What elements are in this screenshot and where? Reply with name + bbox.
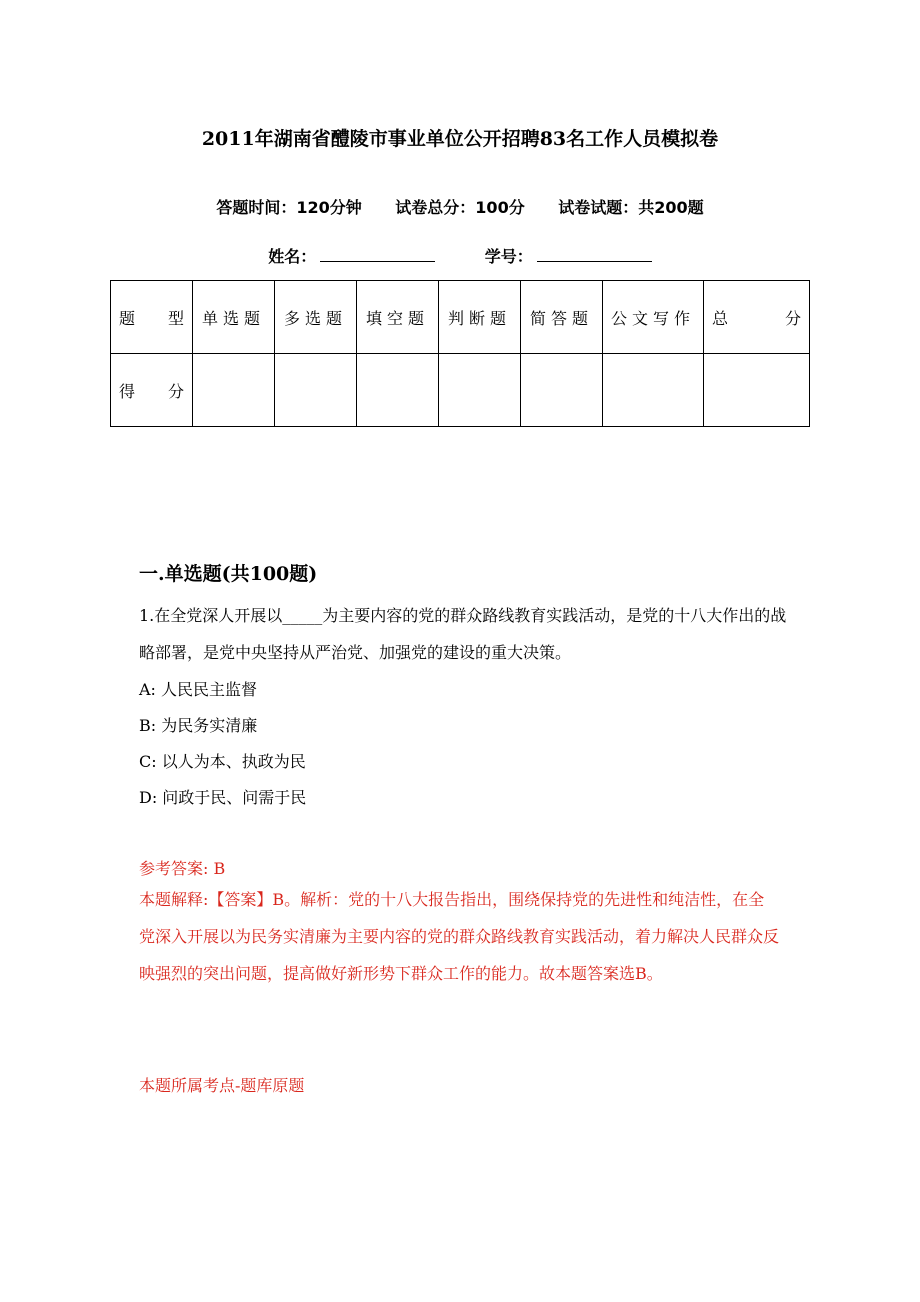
- score-table: [110, 280, 810, 427]
- name-field: [268, 244, 435, 267]
- header-true-false: 判断题: [439, 281, 521, 354]
- score-cell: [603, 354, 704, 427]
- id-label: 学号：: [484, 247, 533, 266]
- row-label-score: [111, 354, 193, 427]
- score-cell: [521, 354, 603, 427]
- id-blank: [537, 247, 652, 262]
- option-b: B: 为民务实清廉: [139, 716, 258, 735]
- student-info: [0, 244, 920, 267]
- score-table-header-row: [111, 281, 810, 354]
- row-label-type-a: 题: [119, 308, 136, 328]
- header-total-a: 总: [712, 308, 729, 328]
- header-single-choice: 单选题: [193, 281, 275, 354]
- question-text: 1.在全党深人开展以_____为主要内容的党的群众路线教育实践活动，是党的十八大作出的战略部署，是党中央坚持从严治党、加强党的建设的重大决策。: [139, 606, 787, 662]
- exam-question-count: 试卷试题：共200题: [558, 198, 704, 217]
- header-document-writing: 公文写作: [603, 281, 704, 354]
- score-cell: [704, 354, 810, 427]
- id-field: [485, 244, 652, 267]
- score-cell: [439, 354, 521, 427]
- topic-tag: 本题所属考点-题库原题: [139, 1076, 305, 1095]
- option-c: C: 以人为本、执政为民: [139, 752, 306, 771]
- answer-explanation: 本题解释:【答案】B。解析：党的十八大报告指出，围绕保持党的先进性和纯洁性，在全党深入开展以为民务实清廉为主要内容的党的群众路线教育实践活动，着力解决人民群众反映强烈的突出问题，提高做好新形势下群众工作的能力。故本题答案选B。: [139, 890, 780, 983]
- header-total: [704, 281, 810, 354]
- exam-title: 2011年湖南省醴陵市事业单位公开招聘83名工作人员模拟卷: [201, 128, 719, 150]
- score-table-score-row: [111, 354, 810, 427]
- score-cell: [357, 354, 439, 427]
- name-label: 姓名：: [268, 247, 317, 266]
- option-d: D: 问政于民、问需于民: [139, 788, 307, 807]
- section-heading: 一.单选题(共100题): [139, 563, 318, 585]
- header-fill-blank: 填空题: [357, 281, 439, 354]
- header-short-answer: 简答题: [521, 281, 603, 354]
- score-cell: [275, 354, 357, 427]
- exam-time: 答题时间：120分钟: [216, 198, 362, 217]
- header-total-b: 分: [784, 308, 801, 328]
- option-a: A: 人民民主监督: [139, 680, 258, 699]
- score-cell: [193, 354, 275, 427]
- exam-info: [0, 195, 920, 218]
- row-label-score-a: 得: [119, 381, 136, 401]
- row-label-score-b: 分: [167, 381, 184, 401]
- row-label-type: [111, 281, 193, 354]
- header-multi-choice: 多选题: [275, 281, 357, 354]
- row-label-type-b: 型: [167, 308, 184, 328]
- name-blank: [320, 247, 435, 262]
- exam-total-score: 试卷总分：100分: [395, 198, 525, 217]
- reference-answer: 参考答案: B: [139, 859, 226, 878]
